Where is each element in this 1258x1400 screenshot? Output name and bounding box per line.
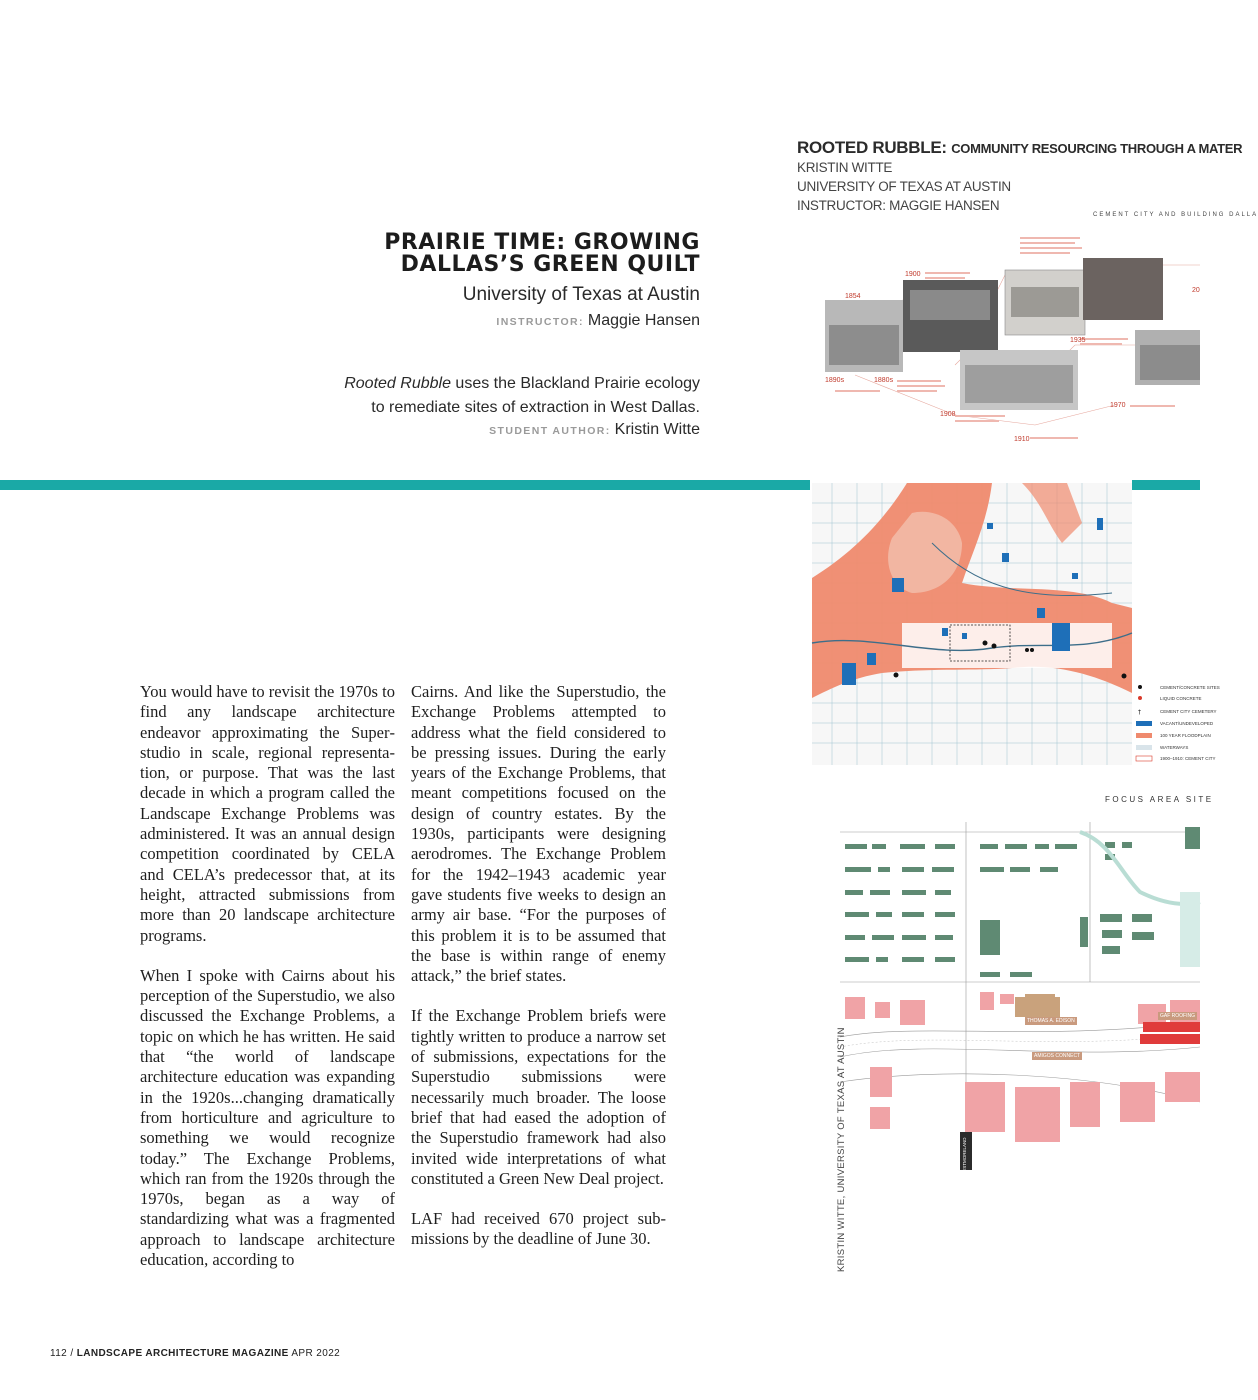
author-label: STUDENT AUTHOR:: [489, 425, 611, 437]
issue-date: APR 2022: [291, 1348, 341, 1359]
legend-label: 1900–1910: CEMENT CITY: [1160, 756, 1216, 761]
title-line-1: PRAIRIE TIME: GROWING: [384, 230, 700, 255]
poster-school: UNIVERSITY OF TEXAS AT AUSTIN: [797, 179, 1011, 194]
site-label: THOMAS A. EDISON: [1027, 1018, 1075, 1024]
paragraph: When I spoke with Cairns about his perception of the Superstudio, we also discussed the Exchange Problems, a topic on which he has written. He said that “the world of landscape architecture education was expanding in the 1920s...changing dramatically from horticulture and agriculture to something we would recognize today.” The Exchange Problems, which ran from the 1920s through the 1970s, began as a way of standardizing what was a fragmented approach to landscape architecture education, according to: [140, 965, 395, 1270]
image-credit: KRISTIN WITTE, UNIVERSITY OF TEXAS AT AUSTIN: [836, 1027, 847, 1272]
instructor-line: [496, 312, 700, 330]
site-label: AMIGOS CONNECT: [1034, 1053, 1081, 1059]
project-blurb: [280, 372, 700, 420]
year-label: 1910: [1014, 436, 1030, 443]
instructor-label: INSTRUCTOR:: [496, 316, 584, 328]
magazine-name: LANDSCAPE ARCHITECTURE MAGAZINE: [76, 1348, 289, 1359]
site-label: GAF ROOFING: [1160, 1013, 1195, 1019]
legend-label: CEMENT CITY CEMETERY: [1160, 709, 1217, 714]
focus-area-site-plan: [840, 822, 1200, 1272]
blurb-text-2: to remediate sites of extraction in West Dallas.: [371, 399, 700, 416]
year-label: 1935: [1070, 337, 1086, 344]
page-number: 112 /: [50, 1348, 74, 1359]
school-name: University of Texas at Austin: [462, 284, 700, 305]
svg-text:†: †: [1138, 709, 1141, 716]
year-label: 1908: [940, 411, 956, 418]
poster-header: [797, 138, 1243, 215]
article-title: [280, 232, 700, 276]
timeline-collage: [815, 225, 1200, 450]
teal-divider: [0, 480, 810, 490]
project-name: Rooted Rubble: [344, 375, 451, 392]
year-label: 20: [1192, 287, 1200, 294]
article-column-1: [140, 682, 395, 1290]
year-label: 1890s: [825, 377, 845, 384]
instructor-name: Maggie Hansen: [587, 312, 700, 329]
paragraph: If the Exchange Problem briefs were tightly written to produce a narrow set of submissions, expectations for the Superstudio submissions were necessarily much broader. The loose brief that had eased the adoption of the Superstudio framework had also invited wide interpretations of what constituted a Green New Deal project.: [411, 1006, 666, 1188]
legend-label: VACANT/UNDEVELOPED: [1160, 721, 1214, 726]
year-label: 1854: [845, 293, 861, 300]
paragraph: LAF had received 670 project submissions by the deadline of June 30.: [411, 1209, 666, 1249]
legend-label: WATERWAYS: [1160, 745, 1189, 750]
page-folio: [50, 1348, 340, 1359]
legend-label: 100 YEAR FLOODPLAIN: [1160, 733, 1211, 738]
author-name: Kristin Witte: [614, 421, 700, 438]
poster-subtitle: COMMUNITY RESOURCING THROUGH A MATER: [951, 141, 1243, 156]
street-label: WESTMORELAND: [962, 1137, 967, 1176]
author-line: [489, 421, 700, 439]
paragraph: Cairns. And like the Superstudio, the Exchange Problems attempted to address what the field considered to be pressing issues. During the early years of the Exchange Problems, that meant competitions focused on the design of country estates. By the 1930s, participants were designing aerodromes. The Exchange Problem for the 1942–1943 academic year gave students five weeks to design an army air base. “For the purposes of this problem it is to be assumed that the base is within range of enemy attack,” the brief states.: [411, 682, 666, 986]
focus-area-heading: FOCUS AREA SITE: [1105, 795, 1214, 804]
year-label: 1970: [1110, 402, 1126, 409]
poster-title-main: ROOTED RUBBLE:: [797, 138, 947, 157]
dallas-map: [812, 483, 1200, 765]
blurb-text-1: uses the Blackland Prairie ecology: [450, 375, 700, 392]
year-label: 1900: [905, 271, 921, 278]
legend-label: LIQUID CONCRETE: [1160, 696, 1202, 701]
poster-instructor: INSTRUCTOR: MAGGIE HANSEN: [797, 198, 1000, 213]
year-label: 1880s: [874, 377, 894, 384]
legend-label: CEMENT/CONCRETE SITES: [1160, 685, 1220, 690]
paragraph: You would have to revisit the 1970s to find any landscape architecture endeavor approximating the Superstudio in scale, regional representation, or purpose. That was the last decade in which a program called the Landscape Exchange Problems was administered. It was an annual design competition coordinated by CELA and CELA’s predecessor that, at its height, attracted submissions from more than 20 landscape architecture programs.: [140, 682, 395, 945]
title-line-2: DALLAS’S GREEN QUILT: [400, 252, 700, 277]
poster-author: KRISTIN WITTE: [797, 160, 893, 175]
poster-title: [797, 138, 1243, 158]
timeline-heading: CEMENT CITY AND BUILDING DALLA: [1093, 212, 1258, 218]
article-column-2: [411, 682, 666, 1270]
